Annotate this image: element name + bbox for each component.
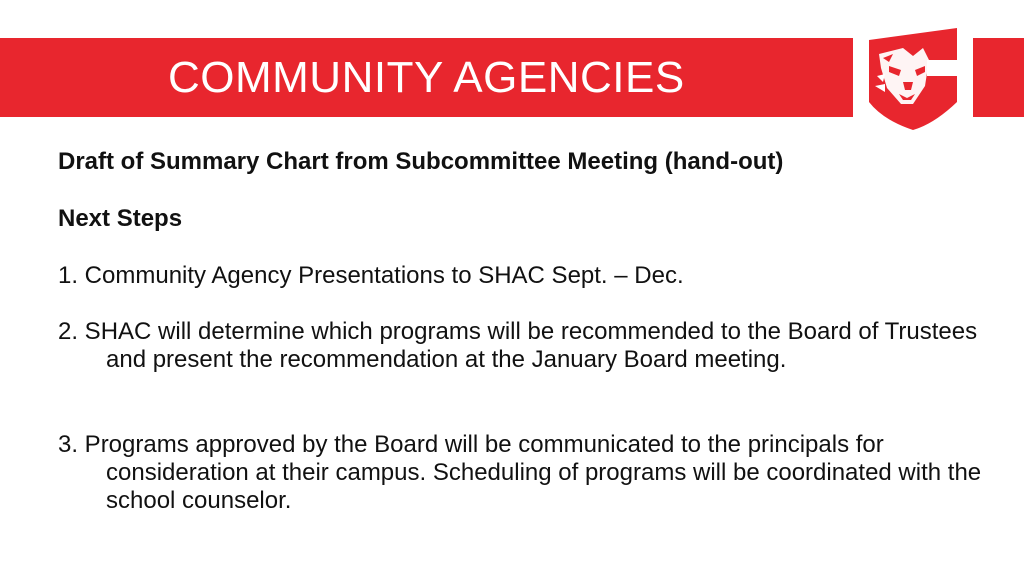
step-item: 2. SHAC will determine which programs will be recommended to the Board of Trustees and present the recommendation at the January Board meeting. [58,318,978,373]
subheading: Draft of Summary Chart from Subcommittee Meeting (hand-out) [58,148,784,175]
step-item: 1. Community Agency Presentations to SHAC Sept. – Dec. [58,262,684,289]
slide-title: COMMUNITY AGENCIES [168,53,685,102]
lion-shield-g-icon [859,24,967,132]
step-item: 3. Programs approved by the Board will be communicated to the principals for consideration at their campus. Scheduling of programs will be coordinated with the school counselor. [58,431,982,514]
logo-g-notch [929,62,957,74]
logo-svg [859,24,967,132]
next-steps-heading: Next Steps [58,205,183,232]
